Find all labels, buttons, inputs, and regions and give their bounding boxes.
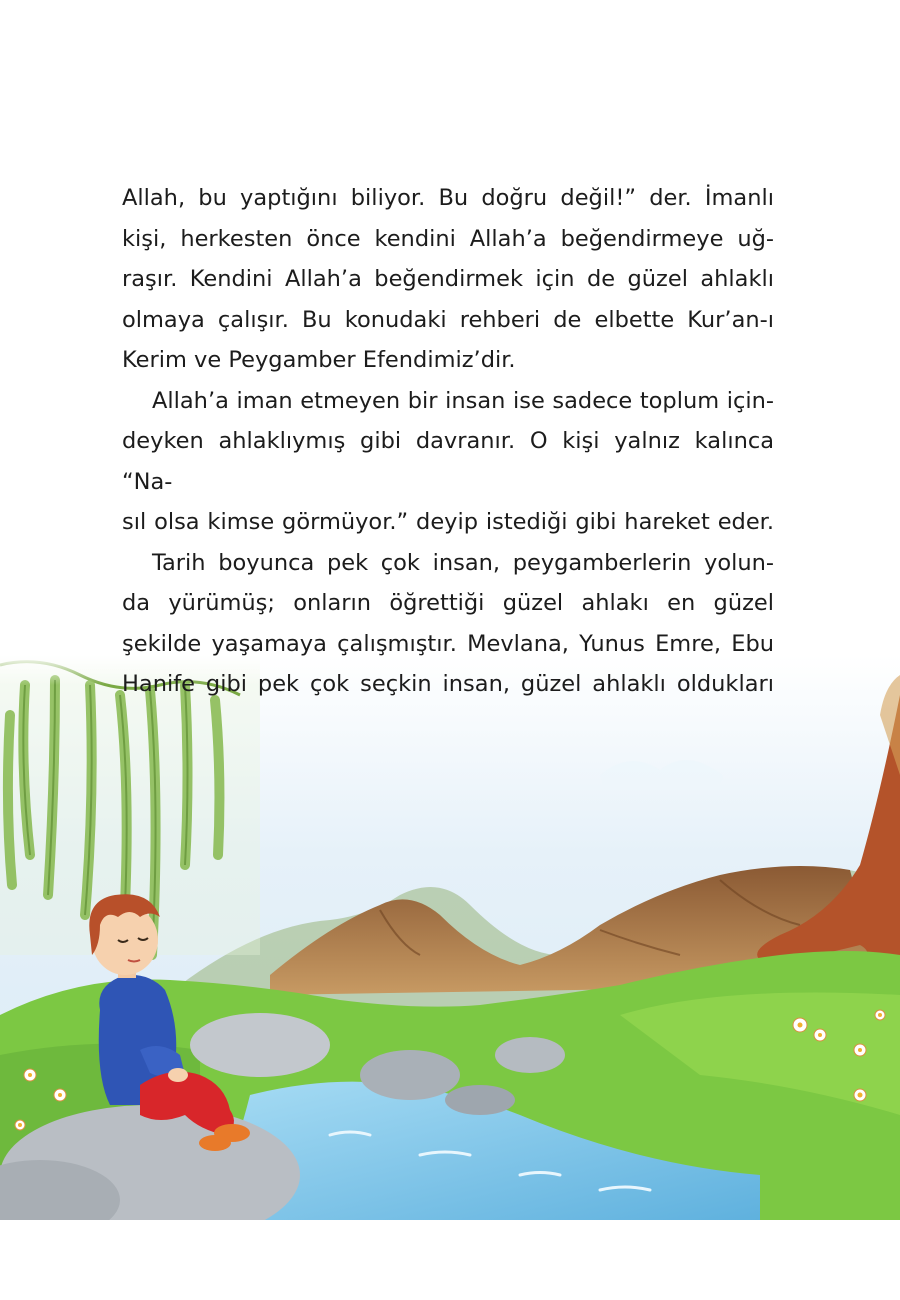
paragraph-2 (122, 381, 774, 543)
paragraph-1 (122, 178, 774, 381)
text-line: deyken ahlaklıymış gibi davranır. O kişi yalnız kalınca “Na- (122, 428, 774, 495)
text-line: şekilde yaşamaya çalışmıştır. Mevlana, Yunus Emre, Ebu (122, 630, 774, 657)
text-line: olmaya çalışır. Bu konudaki rehberi de elbette Kur’an-ı (122, 306, 774, 333)
text-line: da yürümüş; onların öğrettiği güzel ahlakı en güzel (122, 590, 774, 616)
rock (190, 1013, 330, 1077)
body-text (122, 178, 774, 705)
text-line: Tarih boyunca pek çok insan, peygamberlerin yolun- (152, 549, 774, 576)
rock (495, 1037, 565, 1073)
paragraph-3 (122, 543, 774, 705)
text-line: Allah’a iman etmeyen bir insan ise sadece toplum için- (152, 387, 774, 414)
text-line: Kerim ve Peygamber Efendimiz’dir. (122, 347, 516, 373)
boy-shoe (199, 1135, 231, 1151)
rock (360, 1050, 460, 1100)
text-line: Allah, bu yaptığını biliyor. Bu doğru değil!” der. İmanlı (122, 185, 774, 211)
stream-landscape-illustration (0, 655, 900, 1220)
text-line: kişi, herkesten önce kendini Allah’a beğendirmeye uğ- (122, 225, 774, 252)
text-line: Hanife gibi pek çok seçkin insan, güzel ahlaklı oldukları (122, 671, 774, 697)
rock (445, 1085, 515, 1115)
text-line: sıl olsa kimse görmüyor.” deyip istediği gibi hareket eder. (122, 509, 774, 535)
text-line: raşır. Kendini Allah’a beğendirmek için de güzel ahlaklı (122, 266, 774, 292)
illustration (0, 655, 900, 1220)
